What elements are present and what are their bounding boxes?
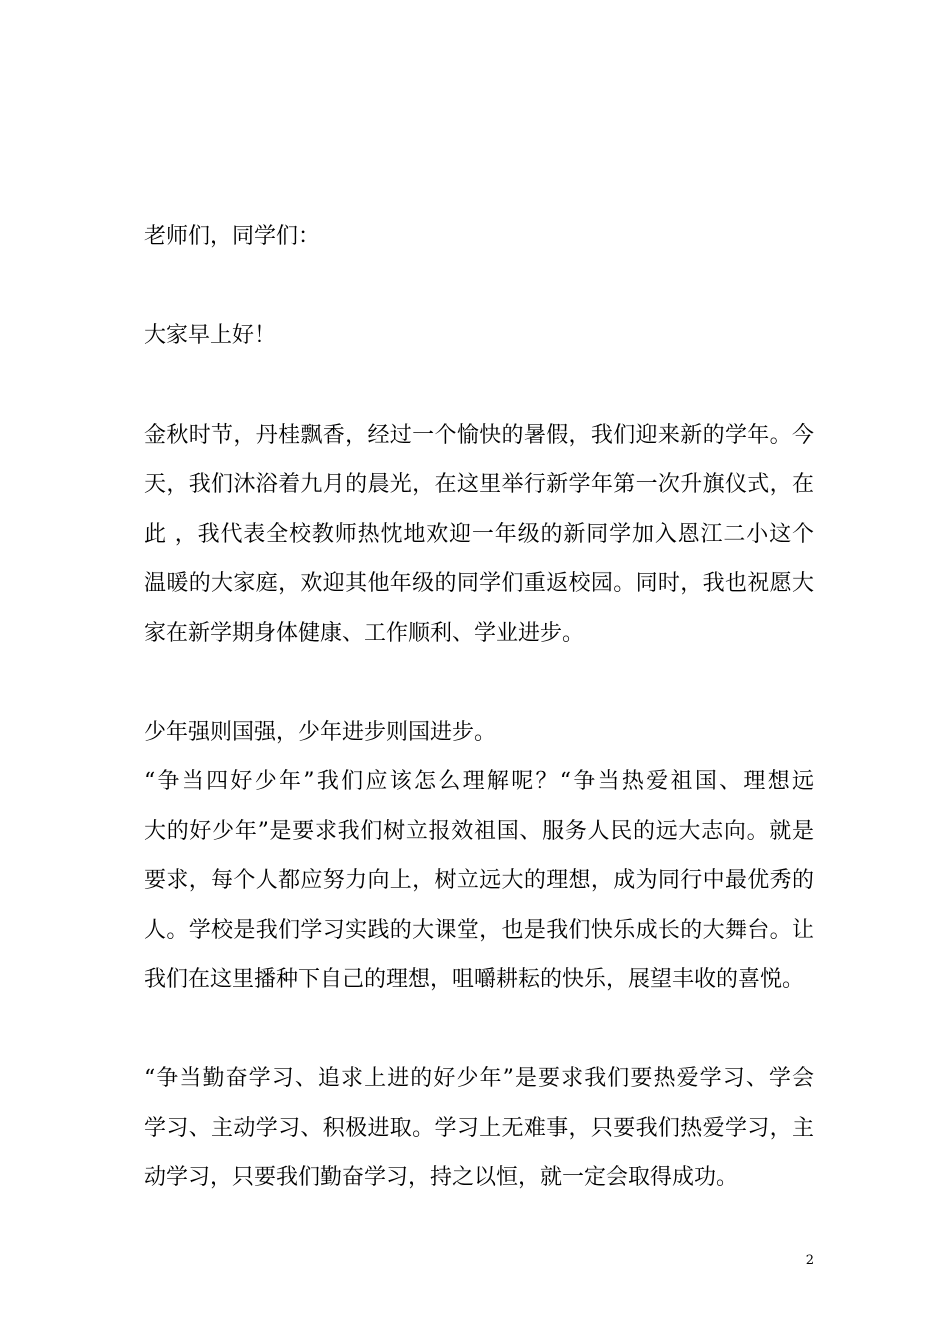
paragraph-line: 家在新学期身体健康、工作顺利、学业进步。 [144,621,585,646]
paragraph-line: 温暖的大家庭，欢迎其他年级的同学们重返校园。同时，我也祝愿大 [144,571,814,596]
paragraph-line: 金秋时节，丹桂飘香，经过一个愉快的暑假，我们迎来新的学年。今 [144,423,814,448]
paragraph-line: “争当四好少年”我们应该怎么理解呢？“争当热爱祖国、理想远 [144,769,814,794]
paragraph-line: 动学习，只要我们勤奋学习，持之以恒，就一定会取得成功。 [144,1165,739,1190]
paragraph-line: 此 ，我代表全校教师热忱地欢迎一年级的新同学加入恩江二小这个 [144,522,814,547]
paragraph-line: 我们在这里播种下自己的理想，咀嚼耕耘的快乐，展望丰收的喜悦。 [144,967,805,992]
salutation: 老师们，同学们： [144,224,321,249]
page-number: 2 [805,1253,814,1268]
paragraph-line: 大的好少年”是要求我们树立报效祖国、服务人民的远大志向。就是 [144,819,814,844]
paragraph-line: 学习、主动学习、积极进取。学习上无难事，只要我们热爱学习，主 [144,1116,814,1141]
paragraph-line: 天，我们沐浴着九月的晨光，在这里举行新学年第一次升旗仪式，在 [144,472,814,497]
paragraph-line: “争当勤奋学习、追求上进的好少年”是要求我们要热爱学习、学会 [144,1066,814,1091]
paragraph-line: 少年强则国强，少年进步则国进步。 [144,720,497,745]
paragraph-line: 要求，每个人都应努力向上，树立远大的理想，成为同行中最优秀的 [144,868,814,893]
greeting: 大家早上好！ [144,323,277,348]
paragraph-line: 人。学校是我们学习实践的大课堂，也是我们快乐成长的大舞台。让 [144,918,814,943]
